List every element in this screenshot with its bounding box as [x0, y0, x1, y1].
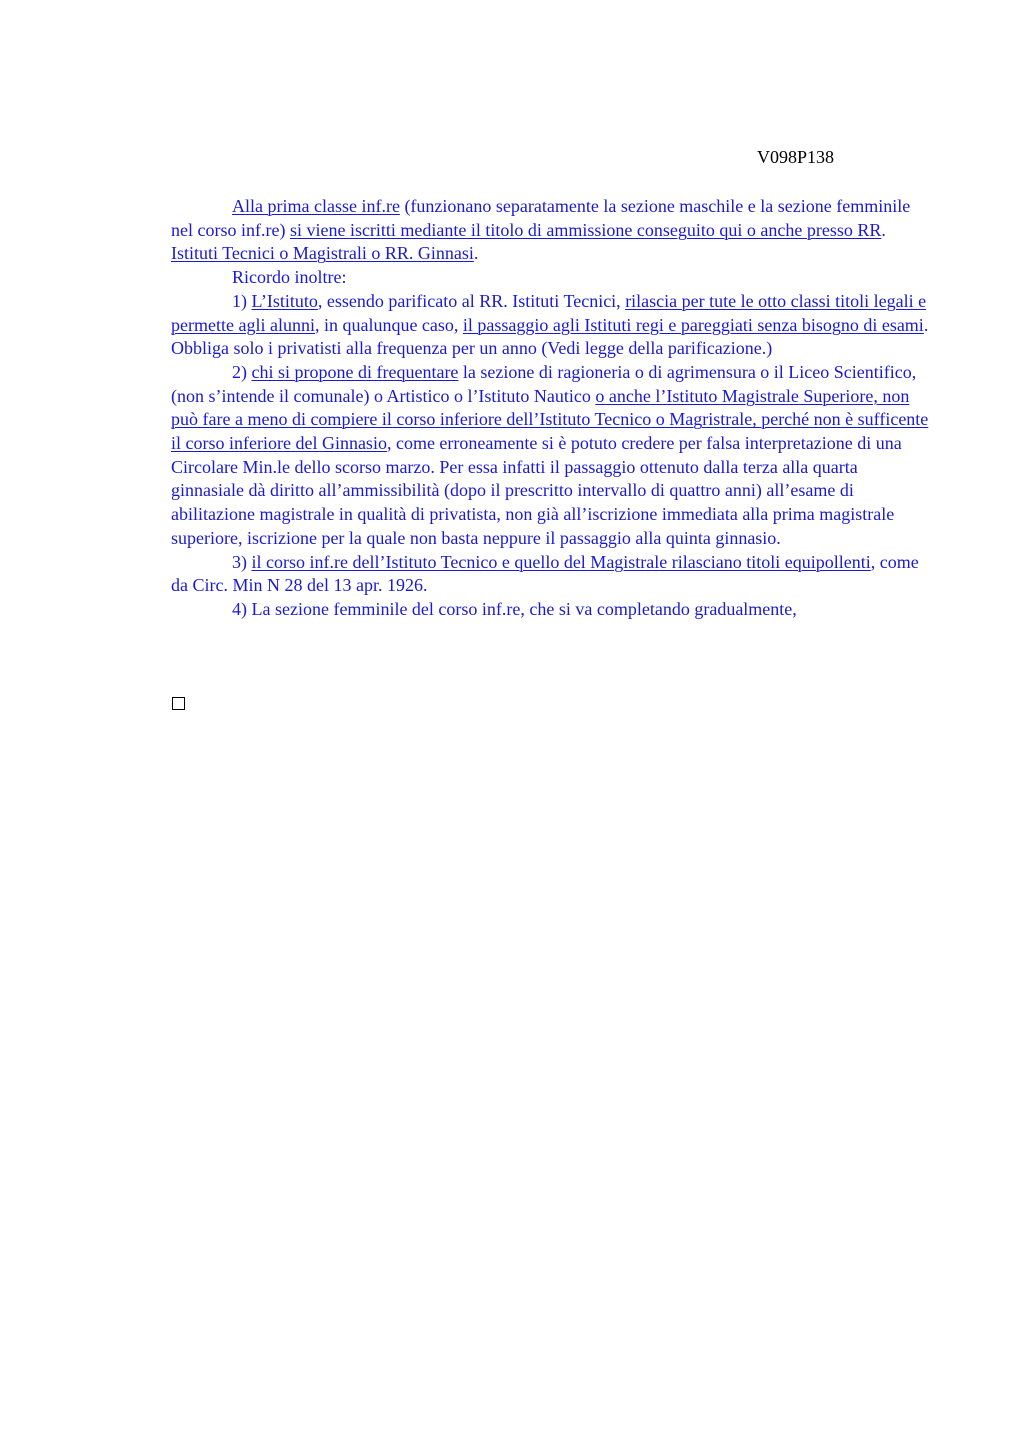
- underlined-text-span: chi si propone di frequentare: [251, 361, 459, 382]
- paragraph: [171, 361, 931, 551]
- page-identifier: V098P138: [757, 147, 835, 167]
- underlined-text-span: Istituti Tecnici o Magistrali o RR. Ginnasi: [171, 243, 474, 264]
- underlined-text-span: il passaggio agli Istituti regi e pareggiati senza bisogno di esami: [462, 314, 924, 335]
- text-span: 1): [232, 290, 252, 311]
- underlined-text-span: il corso inf.re dell’Istituto Tecnico e quello del Magistrale rilasciano titoli equipollenti: [251, 551, 871, 572]
- text-span: 3): [232, 551, 252, 572]
- paragraph: [171, 266, 931, 290]
- text-span: la sezione di ragioneria o di agrimensura o il Liceo Scientifico, (non s’intende il comunale) o Artistico o l’Istituto Nautico: [171, 361, 917, 406]
- text-span: 4) La sezione femminile del corso inf.re, che si va completando gradualmente,: [232, 598, 797, 619]
- text-span: , in qualunque caso,: [314, 314, 463, 335]
- paragraph: [171, 598, 931, 622]
- text-span: 2): [232, 361, 252, 382]
- underlined-text-span: Alla prima classe inf.re: [232, 196, 400, 216]
- text-span: , essendo parificato al RR. Istituti Tecnici,: [317, 290, 626, 311]
- paragraph: [171, 551, 931, 598]
- text-span: .: [881, 219, 886, 240]
- text-span: .: [473, 243, 479, 264]
- underlined-text-span: o anche l’Istituto Magistrale Superiore, non può fare a meno di compiere il corso inferiore dell’Istituto Tecnico o Magristrale, perché non è sufficente il corso inferiore del Ginnasio: [171, 385, 929, 454]
- underlined-text-span: si viene iscritti mediante il titolo di ammissione conseguito qui o anche presso RR: [289, 219, 882, 240]
- text-span: , come da Circ. Min N 28 del 13 apr. 1926.: [171, 551, 919, 596]
- document-body: [171, 195, 931, 622]
- text-span: (funzionano separatamente la sezione maschile e la sezione femminile nel corso inf.re): [171, 196, 911, 240]
- empty-square-icon: [172, 697, 185, 710]
- underlined-text-span: L’Istituto: [251, 290, 318, 311]
- underlined-text-span: rilascia per tute le otto classi titoli legali e permette agli alunni: [171, 290, 927, 335]
- text-span: , come erroneamente si è potuto credere per falsa interpretazione di una Circolare Min.le dello scorso marzo. Per essa infatti il passaggio ottenuto dalla terza alla quarta ginnasiale dà diritto all’ammissibilità (dopo il prescritto intervallo di quattro anni) all’esame di abilitazione magistrale in qualità di privatista, non già all’iscrizione immediata alla prima magistrale superiore, iscrizione per la quale non basta neppure il passaggio alla quinta ginnasio.: [171, 433, 902, 548]
- text-span: Ricordo inoltre:: [232, 267, 347, 288]
- paragraph: [171, 290, 931, 361]
- text-span: . Obbliga solo i privatisti alla frequenza per un anno (Vedi legge della parificazione.): [171, 314, 929, 359]
- paragraph: [171, 195, 931, 266]
